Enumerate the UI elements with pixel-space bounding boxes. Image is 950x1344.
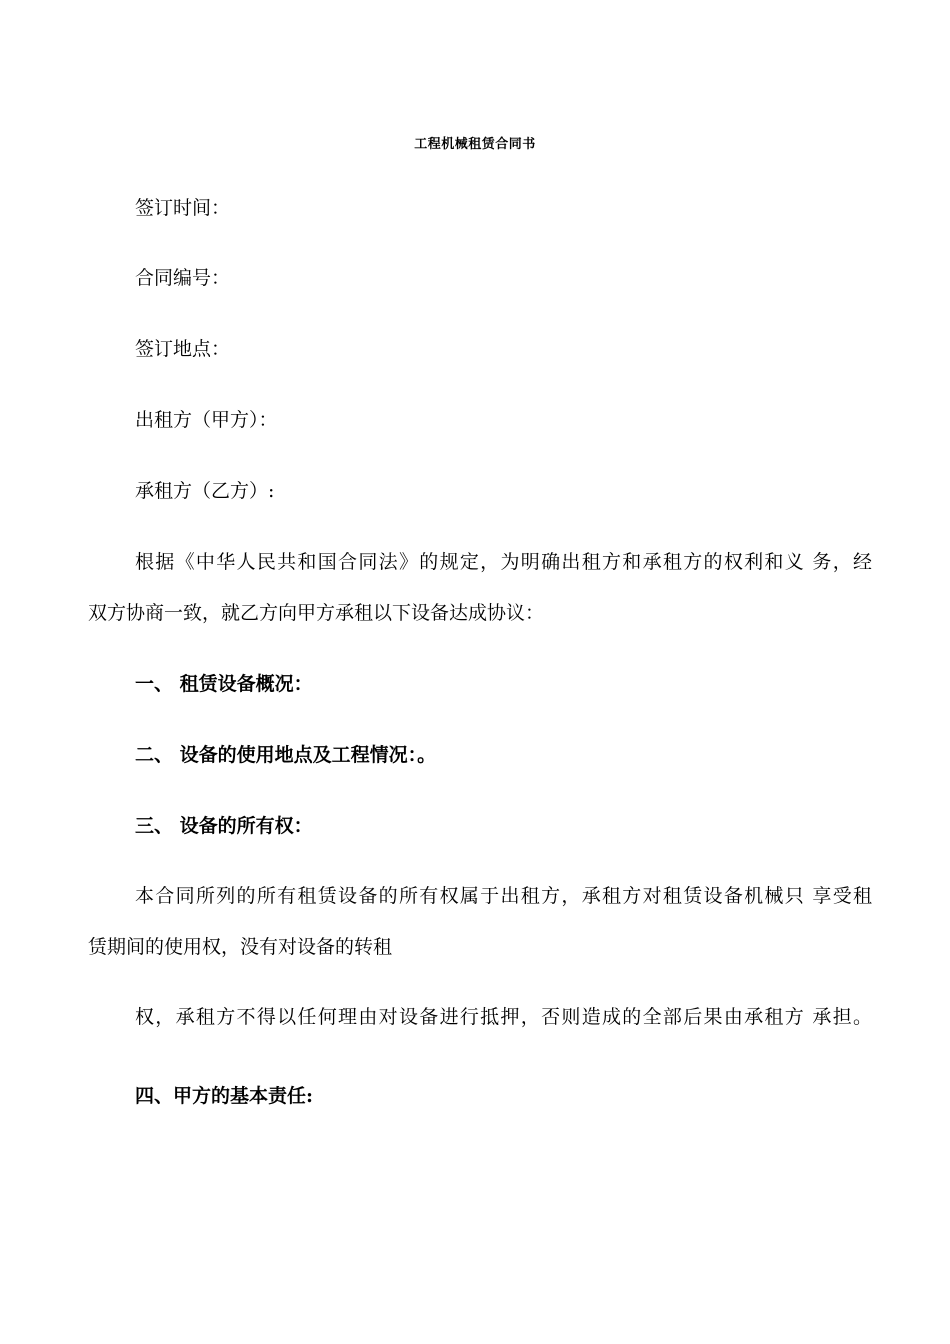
section-heading-3: 三、 设备的所有权： <box>135 815 313 837</box>
ownership-paragraph-line-3: 权，承租方不得以任何理由对设备进行抵押，否则造成的全部后果由承租方 承担。 <box>135 1006 872 1028</box>
contract-number-label: 合同编号： <box>135 267 231 289</box>
lessor-label: 出租方（甲方）： <box>135 409 278 431</box>
document-title: 工程机械租赁合同书 <box>414 137 536 152</box>
section-heading-4: 四、甲方的基本责任: <box>135 1085 314 1107</box>
intro-paragraph-line-2: 双方协商一致，就乙方向甲方承租以下设备达成协议： <box>88 602 545 624</box>
lessee-label: 承租方（乙方）: <box>135 480 275 502</box>
ownership-paragraph-line-1: 本合同所列的所有租赁设备的所有权属于出租方，承租方对租赁设备机械只 享受租 <box>135 885 872 907</box>
section-heading-1: 一、 租赁设备概况： <box>135 673 313 695</box>
intro-paragraph-line-1: 根据《中华人民共和国合同法》的规定，为明确出租方和承租方的权利和义 务，经 <box>135 551 872 573</box>
sign-time-label: 签订时间： <box>135 197 231 219</box>
sign-place-label: 签订地点： <box>135 338 231 360</box>
ownership-paragraph-line-2: 赁期间的使用权，没有对设备的转租 <box>88 936 393 958</box>
section-heading-2: 二、 设备的使用地点及工程情况：。 <box>135 744 437 766</box>
